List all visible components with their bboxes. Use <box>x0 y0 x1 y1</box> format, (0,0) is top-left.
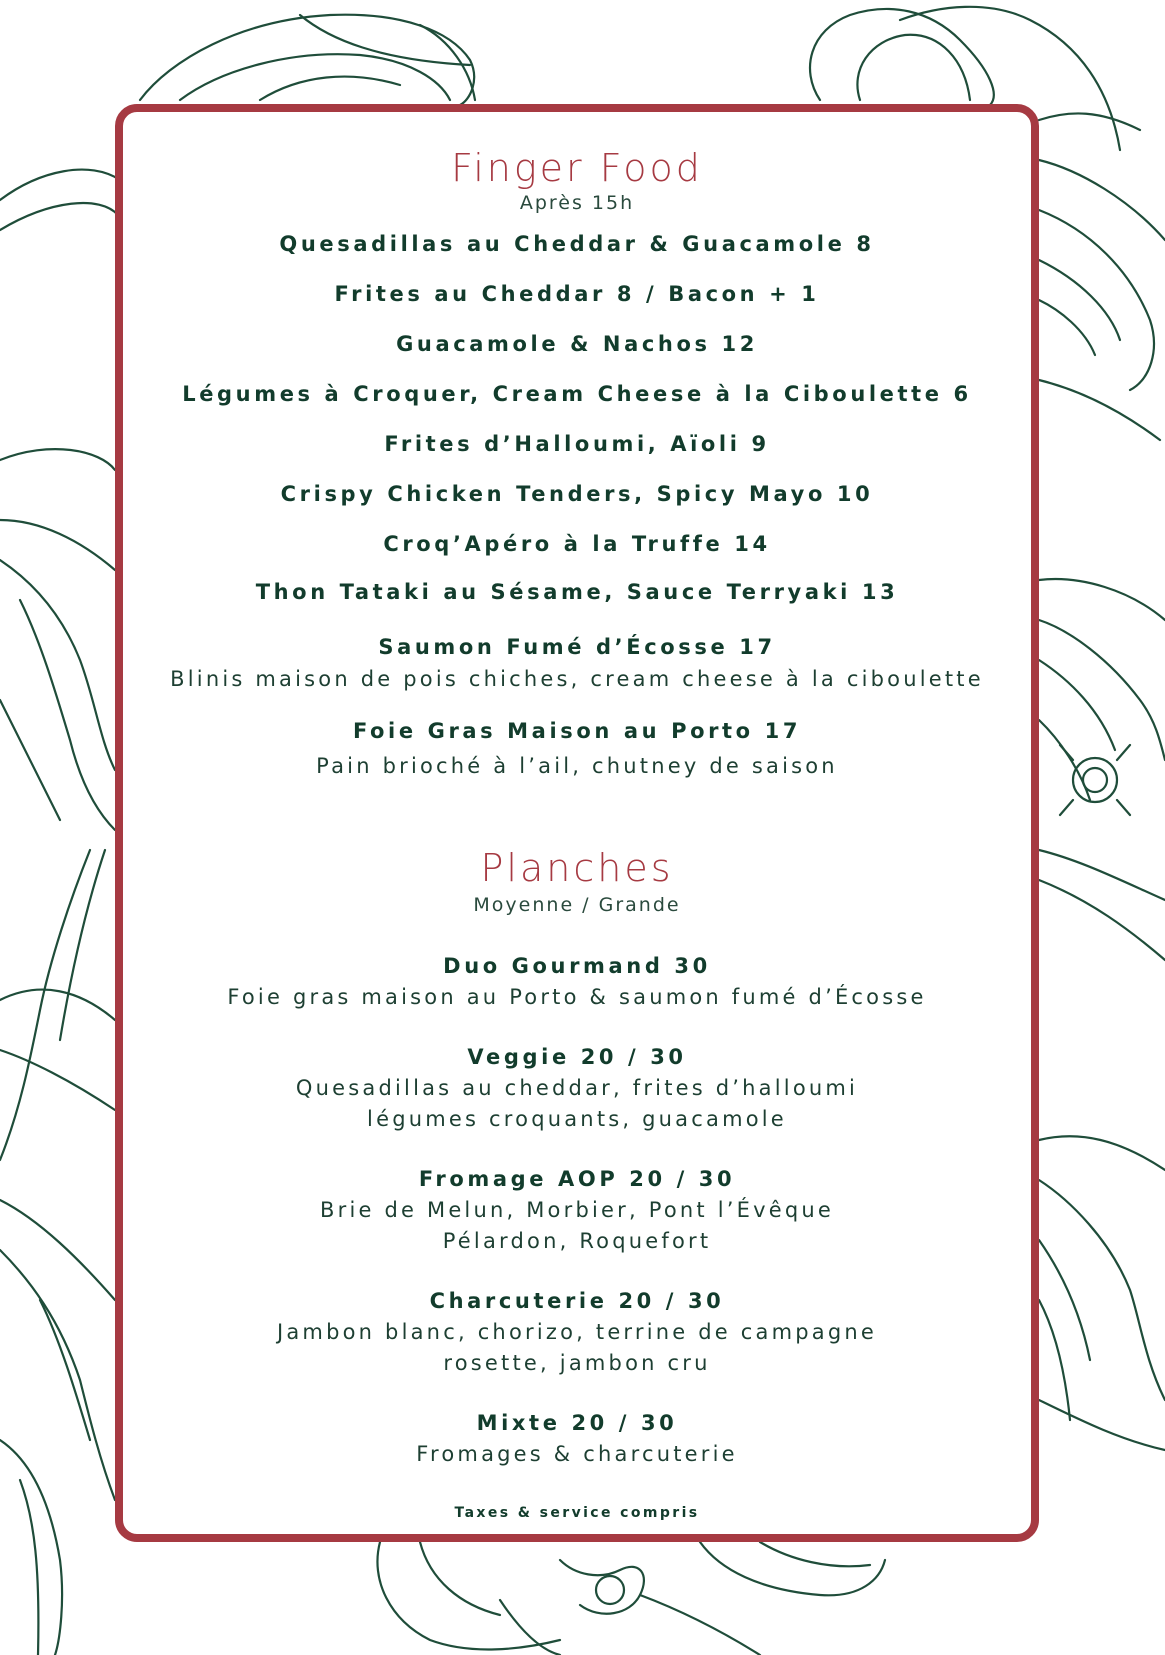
flower-left-drawing <box>0 449 115 1655</box>
planche-veggie-description-line1: Quesadillas au cheddar, frites d’halloumi <box>295 1076 859 1100</box>
menu-item-frites-cheddar: Frites au Cheddar 8 / Bacon + 1 <box>334 282 820 306</box>
planche-fromage-aop: Fromage AOP 20 / 30 <box>418 1167 736 1191</box>
finger-food-title: Finger Food <box>451 146 703 190</box>
planche-mixte: Mixte 20 / 30 <box>476 1411 678 1435</box>
planche-veggie: Veggie 20 / 30 <box>467 1045 687 1069</box>
menu-item-foie-gras-description: Pain brioché à l’ail, chutney de saison <box>316 754 838 778</box>
menu-item-saumon-description: Blinis maison de pois chiches, cream cheese à la ciboulette <box>170 667 984 691</box>
menu-item-saumon: Saumon Fumé d’Écosse 17 <box>378 635 776 659</box>
menu-item-croq-apero: Croq’Apéro à la Truffe 14 <box>383 532 771 556</box>
planche-fromage-aop-description-line1: Brie de Melun, Morbier, Pont l’Évêque <box>320 1198 834 1222</box>
planche-duo-gourmand: Duo Gourmand 30 <box>443 954 711 978</box>
finger-food-subtitle: Après 15h <box>519 192 635 214</box>
planche-charcuterie-description-line1: Jambon blanc, chorizo, terrine de campagne <box>276 1320 878 1344</box>
menu-item-foie-gras: Foie Gras Maison au Porto 17 <box>352 719 802 743</box>
flower-right-drawing <box>1039 579 1165 1450</box>
footer-taxes-note: Taxes & service compris <box>454 1505 700 1521</box>
planche-mixte-description: Fromages & charcuterie <box>416 1442 738 1466</box>
planche-duo-gourmand-description: Foie gras maison au Porto & saumon fumé d’Écosse <box>227 985 927 1009</box>
menu-item-chicken-tenders: Crispy Chicken Tenders, Spicy Mayo 10 <box>280 482 874 506</box>
planche-charcuterie-description-line2: rosette, jambon cru <box>443 1351 711 1375</box>
planches-title: Planches <box>480 846 674 890</box>
planche-charcuterie: Charcuterie 20 / 30 <box>429 1289 725 1313</box>
planche-fromage-aop-description-line2: Pélardon, Roquefort <box>442 1229 712 1253</box>
menu-item-guacamole-nachos: Guacamole & Nachos 12 <box>396 332 758 356</box>
planches-subtitle: Moyenne / Grande <box>473 894 681 916</box>
planche-veggie-description-line2: légumes croquants, guacamole <box>367 1107 787 1131</box>
menu-card <box>115 104 1039 1542</box>
menu-item-halloumi: Frites d’Halloumi, Aïoli 9 <box>384 432 770 456</box>
menu-item-quesadillas: Quesadillas au Cheddar & Guacamole 8 <box>279 232 875 256</box>
flower-bottom-drawing <box>377 1542 885 1655</box>
menu-item-thon-tataki: Thon Tataki au Sésame, Sauce Terryaki 13 <box>255 580 899 604</box>
menu-item-legumes: Légumes à Croquer, Cream Cheese à la Ciboulette 6 <box>182 382 972 406</box>
